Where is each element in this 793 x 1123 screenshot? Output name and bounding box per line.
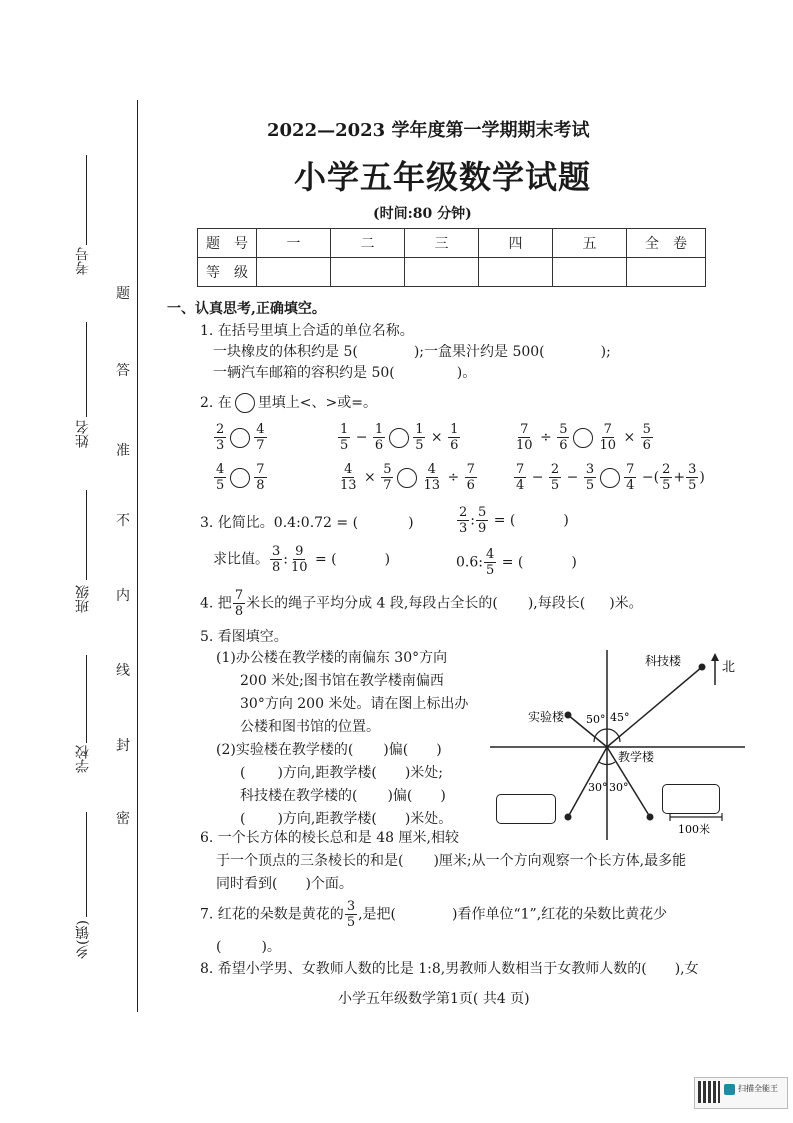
keji-ray	[607, 667, 702, 747]
scanner-logo-icon	[724, 1084, 735, 1095]
grade-input-cell[interactable]	[627, 258, 706, 287]
q6-text: 同时看到(	[216, 876, 278, 892]
q8-line	[200, 958, 699, 978]
exam-time: (时间:80 分钟)	[373, 206, 472, 222]
seal-char: 密	[116, 811, 130, 827]
q3-stem: 3. 化简比。0.4:0.72 = (	[200, 515, 359, 531]
q8-text: ),女	[674, 961, 699, 977]
q3-line2: 求比值。 $\frac{3}{8}$ : $\frac{9}{10}$ = ( )	[213, 544, 391, 575]
fraction: $\frac{4}{7}$	[256, 422, 265, 453]
fraction: $\frac{5}{9}$	[478, 505, 487, 536]
q1-line2	[213, 362, 476, 382]
grade-input-cell[interactable]	[553, 258, 627, 287]
q5-p1-line: (1)办公楼在教学楼的南偏东 30°方向	[216, 650, 448, 666]
q5-p2-text: )	[436, 742, 442, 758]
fraction: $\frac{2}{5}$	[662, 462, 671, 493]
fraction: $\frac{7}{8}$	[256, 462, 265, 493]
score-cell: 四	[479, 229, 553, 258]
fraction: $\frac{4}{5}$	[216, 462, 225, 493]
score-cell: 题 号	[198, 229, 257, 258]
fraction: $\frac{4}{5}$	[485, 547, 495, 578]
office-answer-box[interactable]	[662, 784, 720, 814]
q5-p1-line: 30°方向 200 米处。请在图上标出办	[240, 696, 469, 712]
fraction: $\frac{1}{5}$	[340, 422, 349, 453]
q6-line: 6. 一个长方体的棱长总和是 48 厘米,相较	[200, 830, 459, 846]
q4-c: ),每段长(	[527, 595, 586, 612]
q5-stem: 5. 看图填空。	[200, 629, 288, 645]
fraction: $\frac{1}{6}$	[450, 422, 459, 453]
jiaoxue-label: 教学楼	[618, 750, 655, 764]
keji-label: 科技楼	[645, 654, 682, 668]
q2-item: $\frac{1}{5}$ − $\frac{1}{6}$ $\frac{1}{5}$ × $\frac{1}{6}$	[340, 422, 459, 453]
q1-stem: 1. 在括号里填上合适的单位名称。	[200, 323, 414, 339]
q4-d: )米。	[609, 595, 643, 612]
q2-item	[213, 423, 268, 452]
fraction: $\frac{7}{4}$	[626, 462, 635, 493]
q5-p1-line: 200 米处;图书馆在教学楼南偏西	[240, 673, 444, 689]
fraction: $\frac{3}{8}$	[272, 544, 281, 575]
name-underline	[86, 322, 87, 417]
seal-char: 内	[116, 588, 130, 604]
q6-text: 于一个顶点的三条棱长的和是(	[216, 853, 404, 869]
town-label: 乡(镇)	[75, 920, 91, 959]
answer-circle[interactable]	[573, 428, 593, 448]
q5-p2-text: )米处。	[404, 811, 453, 827]
q1-line2-b: )。	[456, 365, 477, 381]
fraction: $\frac{4}{13}$	[340, 462, 357, 493]
fraction: $\frac{1}{6}$	[374, 422, 384, 453]
grade-input-cell[interactable]	[257, 258, 331, 287]
class-label: 班级	[75, 585, 91, 613]
q4-b: 米长的绳子平均分成 4 段,每段占全长的(	[246, 595, 498, 612]
q1-line1-a: 一块橡皮的体积约是 5(	[213, 344, 358, 360]
q5-p2-text: )	[440, 788, 446, 804]
q7-line2	[216, 936, 281, 956]
q3-d-text: 0.6:	[456, 554, 483, 571]
q7-text: )看作单位“1”,红花的朵数比黄花少	[452, 906, 668, 923]
angle-label: 50°	[586, 713, 606, 726]
q1-line1-b: );一盒果汁约是 500(	[413, 344, 545, 360]
compare-circle-icon	[235, 393, 255, 413]
q7-text: )。	[261, 939, 281, 955]
town-underline	[86, 812, 87, 917]
score-table	[197, 228, 706, 287]
q3-close: )	[408, 515, 414, 531]
q4-a: 4. 把	[200, 595, 232, 612]
page-title: 小学五年级数学试题	[294, 158, 592, 196]
name-label: 姓名	[75, 420, 91, 448]
shiyan-point	[565, 712, 572, 719]
answer-circle[interactable]	[600, 468, 620, 488]
seal-char: 准	[116, 443, 130, 459]
q6-line	[216, 873, 353, 893]
q7-text: 7. 红花的朵数是黄花的	[200, 906, 344, 923]
answer-circle[interactable]	[389, 428, 409, 448]
seal-char: 线	[116, 663, 130, 679]
fraction: $\frac{2}{5}$	[550, 462, 560, 493]
scale-label: 100米	[678, 823, 710, 836]
angle-label: 30°	[609, 781, 629, 794]
score-cell: 一	[257, 229, 331, 258]
fraction: $\frac{9}{10}$	[291, 544, 308, 575]
q1-line2-a: 一辆汽车邮箱的容积约是 50(	[213, 365, 395, 381]
q1-line1	[213, 341, 611, 361]
kaohao-underline	[86, 155, 87, 245]
fraction: $\frac{7}{4}$	[516, 462, 525, 493]
school-label: 学校	[75, 745, 91, 773]
q5-p2-line	[240, 762, 443, 782]
section-title: 一、认真思考,正确填空。	[167, 301, 326, 317]
score-cell: 五	[553, 229, 627, 258]
library-answer-box[interactable]	[496, 794, 556, 824]
q2-item	[213, 463, 268, 492]
fraction: $\frac{7}{10}$	[516, 422, 533, 453]
keji-point	[699, 664, 706, 671]
fraction: $\frac{3}{5}$	[585, 462, 595, 493]
scanner-watermark	[694, 1077, 788, 1109]
q5-p2-text: 科技楼在教学楼的(	[240, 788, 358, 804]
fraction: $\frac{7}{8}$	[234, 588, 244, 619]
q3-item-b: $\frac{2}{3}$ : $\frac{5}{9}$ = ( )	[459, 505, 569, 536]
q5-p1-line: 公楼和图书馆的位置。	[240, 719, 380, 735]
fraction: $\frac{5}{7}$	[383, 462, 392, 493]
exam-year-title: 2022—2023 学年度第一学期期末考试	[267, 120, 590, 141]
office-point	[647, 814, 654, 821]
answer-circle[interactable]	[230, 428, 250, 448]
angle-label: 30°	[588, 781, 608, 794]
binding-line	[137, 100, 138, 1012]
ratio-label: 求比值。	[213, 551, 269, 568]
q8-text: 8. 希望小学男、女教师人数的比是 1:8,男教师人数相当于女教师人数的(	[200, 961, 647, 977]
q5-p2-text: (2)实验楼在教学楼的(	[216, 742, 354, 758]
answer-circle[interactable]	[397, 468, 417, 488]
q5-p2-text: (	[240, 765, 246, 781]
fraction: $\frac{5}{6}$	[559, 422, 568, 453]
q6-line	[216, 850, 686, 870]
q5-p2-text: )方向,距教学楼(	[277, 765, 377, 781]
q5-p2-text: )米处;	[404, 765, 444, 781]
q2-stem-b: 里填上<、>或=。	[257, 395, 378, 411]
q2-stem-a: 2. 在	[200, 395, 232, 411]
fraction: $\frac{1}{5}$	[415, 422, 424, 453]
class-underline	[86, 490, 87, 580]
grade-input-cell[interactable]	[479, 258, 553, 287]
grade-input-cell[interactable]	[331, 258, 405, 287]
grade-input-cell[interactable]	[405, 258, 479, 287]
library-point	[565, 814, 572, 821]
fraction: $\frac{7}{10}$	[599, 422, 617, 453]
q5-p2-text: )方向,距教学楼(	[277, 811, 377, 827]
north-label: 北	[722, 660, 736, 675]
school-underline	[86, 655, 87, 743]
q4	[200, 589, 643, 618]
qr-code-icon	[698, 1081, 720, 1103]
fraction: $\frac{2}{3}$	[216, 422, 225, 453]
q7-text: (	[216, 939, 222, 955]
fraction: $\frac{2}{3}$	[459, 505, 468, 536]
fraction: $\frac{7}{6}$	[466, 462, 475, 493]
seal-char: 封	[116, 738, 130, 754]
q5-p2-line	[240, 785, 446, 805]
angle-label: 45°	[610, 711, 630, 724]
seal-char: 答	[116, 363, 130, 379]
q2-item: $\frac{7}{10}$ ÷ $\frac{5}{6}$ $\frac{7}{10}$ × $\frac{5}{6}$	[516, 422, 651, 453]
page-footer: 小学五年级数学第1页( 共4 页)	[338, 991, 530, 1007]
q2-stem	[200, 392, 377, 413]
seal-char: 题	[116, 286, 130, 302]
q7-text: ,是把(	[358, 906, 397, 923]
q5-p2-line	[216, 739, 442, 759]
score-table-header-row	[198, 229, 706, 258]
answer-circle[interactable]	[230, 468, 250, 488]
q5-p2-text: )偏(	[383, 742, 409, 758]
q1-line1-c: );	[600, 344, 611, 360]
scanner-text: 扫描全能王	[738, 1084, 778, 1093]
q2-item: $\frac{4}{13}$ × $\frac{5}{7}$ $\frac{4}{13}$ ÷ $\frac{7}{6}$	[340, 462, 475, 493]
fraction: $\frac{4}{13}$	[423, 462, 441, 493]
shiyan-label: 实验楼	[528, 710, 565, 724]
fraction: $\frac{3}{5}$	[346, 899, 356, 930]
q7-line	[200, 900, 667, 929]
q3-line1	[200, 512, 414, 532]
q6-text: )厘米;从一个方向观察一个长方体,最多能	[433, 853, 687, 869]
q3-item-d: 0.6: $\frac{4}{5}$ = ( )	[456, 547, 577, 578]
score-cell: 全 卷	[627, 229, 706, 258]
score-cell: 二	[331, 229, 405, 258]
score-cell: 三	[405, 229, 479, 258]
fraction: $\frac{5}{6}$	[642, 422, 651, 453]
score-cell: 等 级	[198, 258, 257, 287]
q5-p2-line	[240, 808, 452, 828]
q5-p2-text: )偏(	[387, 788, 413, 804]
fraction: $\frac{3}{5}$	[688, 462, 697, 493]
q6-text: )个面。	[305, 876, 353, 892]
score-table-grade-row	[198, 258, 706, 287]
north-arrowhead-icon	[711, 653, 719, 661]
kaohao-label: 考号	[75, 247, 91, 275]
seal-char: 不	[116, 513, 130, 529]
q2-item: $\frac{7}{4}$ − $\frac{2}{5}$ − $\frac{3}{5}$ $\frac{7}{4}$ −( $\frac{2}{5}$ + $\frac{3}{5}$ )	[516, 462, 705, 493]
q5-p2-text: (	[240, 811, 246, 827]
